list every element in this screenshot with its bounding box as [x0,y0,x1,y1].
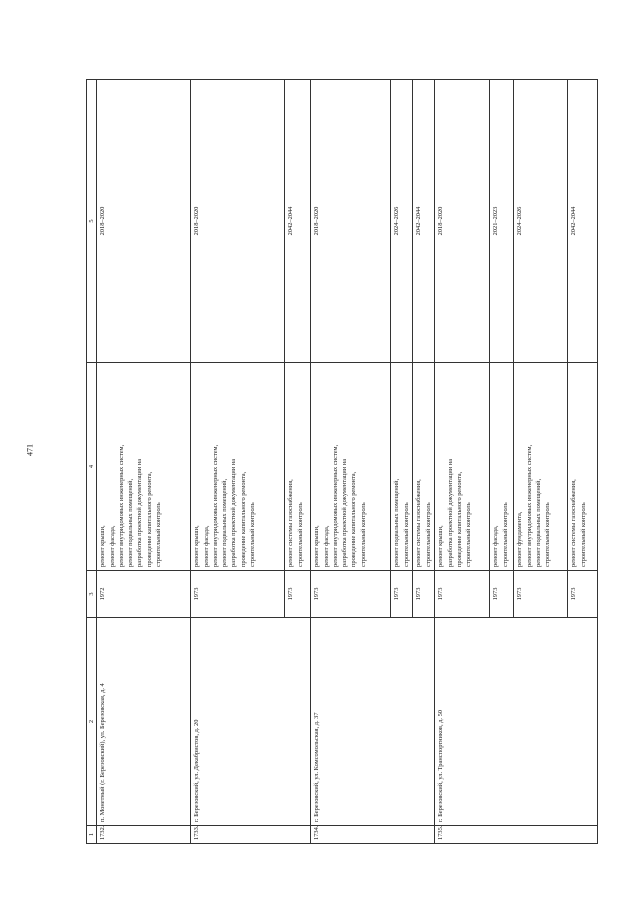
rotated-table-wrapper [86,80,587,844]
period-cell: 2042–2044 [285,80,311,363]
works-cell [435,363,490,571]
year-cell: 1972 [97,571,191,618]
work-item: ремонт системы газоснабжения, [287,479,295,567]
work-item: ремонт внутридомовых инженерных систем, [211,444,219,567]
page-number: 471 [25,444,35,456]
work-item: ремонт подвальных помещений, [127,478,135,567]
work-item: строительный контроль [465,502,473,567]
works-cell [413,363,435,571]
table-row [311,80,391,844]
header-col-3: 3 [87,571,97,618]
work-item: ремонт системы газоснабжения, [570,479,578,567]
works-cell [311,363,391,571]
work-item: ремонт внутридомовых инженерных систем, [331,444,339,567]
year-cell: 1973 [391,571,413,618]
year-cell: 1973 [311,571,391,618]
row-number-cell: 1734. [311,826,435,844]
work-item: ремонт подвальных помещений, [393,478,401,567]
work-item: проведение капитального ремонта, [239,471,247,567]
work-item: строительный контроль [544,502,552,567]
work-item: разработка проектной документации на [230,458,238,567]
table-body [97,80,598,844]
row-number-cell: 1735. [435,826,598,844]
year-cell: 1973 [285,571,311,618]
work-item: ремонт подвальных помещений, [221,478,229,567]
works-cell [568,363,598,571]
work-item: ремонт фасада, [108,525,116,567]
works-cell [514,363,568,571]
work-item: ремонт крыши, [313,525,321,567]
works-cell [285,363,311,571]
work-item: проведение капитального ремонта, [455,471,463,567]
work-item: разработка проектной документации на [341,458,349,567]
work-item: ремонт крыши, [193,525,201,567]
header-col-5: 5 [87,80,97,363]
period-cell: 2018–2020 [191,80,285,363]
work-item: ремонт фундамента, [516,511,524,567]
period-cell: 2018–2020 [311,80,391,363]
period-cell: 2018–2020 [435,80,490,363]
work-item: проведение капитального ремонта, [350,471,358,567]
header-col-1: 1 [87,826,97,844]
address-cell: г. Березовский, ул. Транспортников, д. 50 [435,618,598,826]
address-cell: г. Березовский, ул. Комсомольская, д. 37 [311,618,435,826]
work-item: строительный контроль [424,502,432,567]
work-item: строительный контроль [296,502,304,567]
table-row [435,80,490,844]
period-cell: 2024–2026 [514,80,568,363]
repair-schedule-table [86,79,598,844]
row-number-cell: 1733. [191,826,311,844]
year-cell: 1973 [191,571,285,618]
header-col-4: 4 [87,363,97,571]
works-cell [391,363,413,571]
work-item: ремонт внутридомовых инженерных систем, [525,444,533,567]
header-row [87,80,97,844]
work-item: ремонт крыши, [437,525,445,567]
work-item: ремонт фасада, [322,525,330,567]
work-item: строительный контроль [248,502,256,567]
work-item: строительный контроль [359,502,367,567]
work-item: разработка проектной документации на [446,458,454,567]
work-item: проведение капитального ремонта, [145,471,153,567]
work-item: строительный контроль [579,502,587,567]
works-cell [490,363,514,571]
period-cell: 2042–2044 [413,80,435,363]
work-item: ремонт фасада, [492,525,500,567]
row-number-cell: 1732. [97,826,191,844]
work-item: ремонт внутридомовых инженерных систем, [117,444,125,567]
period-cell: 2042–2044 [568,80,598,363]
table-row [191,80,285,844]
work-item: строительный контроль [501,502,509,567]
works-cell [191,363,285,571]
address-cell: г. Березовский, ул. Декабристов, д. 20 [191,618,311,826]
header-col-2: 2 [87,618,97,826]
works-cell [97,363,191,571]
year-cell: 1973 [514,571,568,618]
period-cell: 2024–2026 [391,80,413,363]
work-item: ремонт подвальных помещений, [534,478,542,567]
work-item: строительный контроль [154,502,162,567]
work-item: разработка проектной документации на [136,458,144,567]
work-item: ремонт системы газоснабжения, [415,479,423,567]
year-cell: 1973 [490,571,514,618]
year-cell: 1973 [568,571,598,618]
period-cell: 2018–2020 [97,80,191,363]
work-item: ремонт фасада, [202,525,210,567]
work-item: ремонт крыши, [99,525,107,567]
table-row [97,80,191,844]
work-item: строительный контроль [402,502,410,567]
year-cell: 1973 [413,571,435,618]
address-cell: п. Монетный (г. Березовский), ул. Березовская, д. 4 [97,618,191,826]
period-cell: 2021–2023 [490,80,514,363]
year-cell: 1973 [435,571,490,618]
